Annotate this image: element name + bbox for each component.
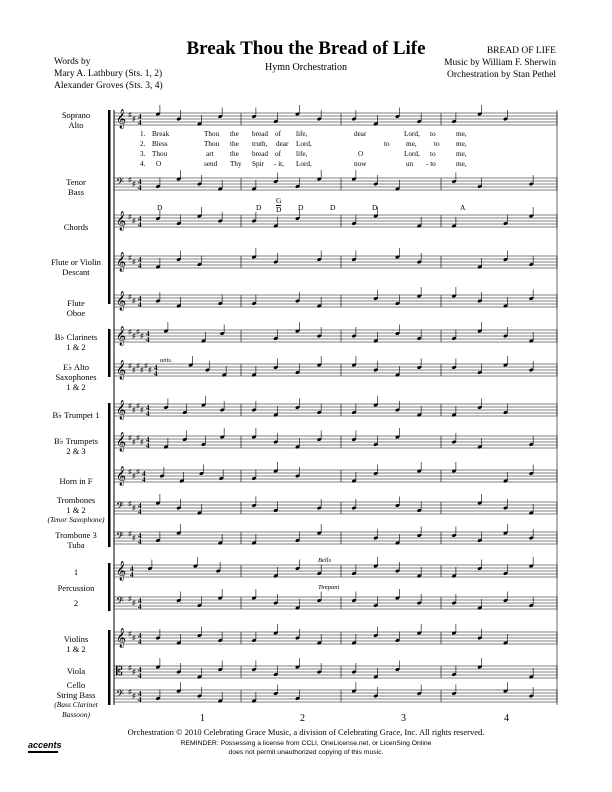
clef-icon: 𝄞 bbox=[116, 400, 127, 419]
clef-icon: 𝄞 bbox=[116, 252, 127, 271]
score-title: Break Thou the Bread of Life bbox=[186, 38, 426, 59]
time-signature: 4 bbox=[146, 330, 150, 338]
label-line: Cello bbox=[66, 680, 86, 690]
clef-icon: 𝄢 bbox=[116, 530, 124, 544]
copyright-notice: Orchestration © 2010 Celebrating Grace Music, a division of Celebrating Grace, Inc. All rights reserved. bbox=[127, 727, 485, 737]
label-line: Trombones bbox=[56, 495, 96, 505]
time-signature: 4 bbox=[138, 597, 142, 605]
clef-icon: 𝄞 bbox=[116, 291, 127, 310]
time-signature: 4 bbox=[142, 476, 146, 484]
sharp-icon: ♯ bbox=[128, 254, 132, 262]
label-line: Saxophones bbox=[55, 372, 97, 382]
bracket bbox=[108, 403, 111, 547]
time-signature: 4 bbox=[138, 502, 142, 510]
lyric-syllable: to bbox=[430, 130, 436, 138]
sharp-icon: ♯ bbox=[136, 434, 140, 442]
label-line: E♭ Alto bbox=[63, 362, 89, 372]
sharp-icon: ♯ bbox=[140, 332, 144, 340]
label-line: Bassoon) bbox=[62, 710, 90, 719]
time-signature: 4 bbox=[154, 370, 158, 378]
lyric-syllable: of bbox=[275, 150, 281, 158]
orchestrator: Orchestration by Stan Pethel bbox=[447, 70, 556, 80]
label-line: Viola bbox=[66, 666, 86, 676]
bracket bbox=[108, 110, 111, 304]
time-signature: 4 bbox=[138, 119, 142, 127]
label-line: Violins bbox=[63, 634, 89, 644]
verse-number: 2. bbox=[140, 140, 146, 148]
sharp-icon: ♯ bbox=[128, 468, 132, 476]
sharp-icon: ♯ bbox=[136, 328, 140, 336]
chord-symbol: D bbox=[330, 203, 336, 212]
sharp-icon: ♯ bbox=[128, 293, 132, 301]
sharp-icon: ♯ bbox=[132, 180, 136, 188]
verse-number: 3. bbox=[140, 150, 146, 158]
lyric-syllable: me, bbox=[456, 130, 467, 138]
clef-icon: 𝄞 bbox=[116, 109, 127, 128]
time-signature: 4 bbox=[146, 436, 150, 444]
lyric-syllable: Lord, bbox=[296, 160, 312, 168]
measure-number: 1 bbox=[200, 713, 205, 724]
time-signature: 4 bbox=[138, 666, 142, 674]
lyric-syllable: un bbox=[406, 160, 414, 168]
label-line: B♭ Trumpet 1 bbox=[52, 410, 100, 420]
time-signature: 4 bbox=[138, 256, 142, 264]
label-line: Alto bbox=[68, 120, 84, 130]
sharp-icon: ♯ bbox=[132, 258, 136, 266]
clef-icon: 𝄞 bbox=[116, 628, 127, 647]
lyric-syllable: Thy bbox=[230, 160, 242, 168]
sharp-icon: ♯ bbox=[128, 328, 132, 336]
sharp-icon: ♯ bbox=[128, 402, 132, 410]
clef-icon: 𝄢 bbox=[116, 176, 124, 190]
sharp-icon: ♯ bbox=[128, 213, 132, 221]
timpani-marking: Timpani bbox=[318, 584, 340, 591]
reminder-line: REMINDER: Possessing a license from CCLI, OneLicense.net, or LicenSing Online bbox=[180, 740, 432, 747]
score-subtitle: Hymn Orchestration bbox=[265, 62, 347, 73]
lyric-syllable: now bbox=[354, 160, 367, 168]
clef-icon: 𝄡 bbox=[116, 664, 123, 678]
reminder-line: does not permit unauthorized copying of this music. bbox=[228, 748, 384, 756]
lyric-syllable: to bbox=[430, 150, 436, 158]
chord-symbol: D bbox=[372, 203, 378, 212]
lyric-syllable: Lord, bbox=[296, 140, 312, 148]
sharp-icon: ♯ bbox=[132, 599, 136, 607]
sharp-icon: ♯ bbox=[132, 504, 136, 512]
time-signature: 4 bbox=[138, 178, 142, 186]
time-signature: 4 bbox=[138, 215, 142, 223]
clef-icon: 𝄞 bbox=[116, 432, 127, 451]
verse-number: 4. bbox=[140, 160, 146, 168]
time-signature: 4 bbox=[138, 262, 142, 270]
lyric-syllable: the bbox=[230, 140, 239, 148]
publisher-logo bbox=[28, 740, 62, 753]
time-signature: 4 bbox=[138, 221, 142, 229]
label-line: Tenor bbox=[66, 177, 86, 187]
label-line: 1 & 2 bbox=[66, 505, 86, 515]
measure-number: 3 bbox=[401, 713, 406, 724]
words-heading: Words by bbox=[54, 57, 91, 67]
clef-icon: 𝄢 bbox=[116, 595, 124, 609]
sharp-icon: ♯ bbox=[148, 366, 152, 374]
lyric-syllable: Bless bbox=[152, 140, 168, 148]
chord-symbol: D bbox=[157, 203, 163, 212]
sharp-icon: ♯ bbox=[132, 217, 136, 225]
lyric-syllable: the bbox=[230, 150, 239, 158]
label-line: B♭ Clarinets bbox=[54, 332, 98, 342]
time-signature: 4 bbox=[138, 638, 142, 646]
time-signature: 4 bbox=[146, 410, 150, 418]
composer: Music by William F. Sherwin bbox=[444, 58, 556, 68]
lyric-syllable: truth, bbox=[252, 140, 268, 148]
bells-marking: Bells bbox=[318, 557, 331, 564]
time-signature: 4 bbox=[138, 538, 142, 546]
label-line: Soprano bbox=[61, 110, 91, 120]
author-1: Mary A. Lathbury (Sts. 1, 2) bbox=[54, 69, 163, 79]
time-signature: 4 bbox=[138, 672, 142, 680]
sharp-icon: ♯ bbox=[128, 530, 132, 538]
label-line: Horn in F bbox=[59, 476, 93, 486]
sharp-icon: ♯ bbox=[128, 500, 132, 508]
label-line: (Bass Clarinet bbox=[54, 700, 98, 709]
clef-icon: 𝄞 bbox=[116, 561, 127, 580]
bracket bbox=[108, 630, 111, 705]
label-line: String Bass bbox=[56, 690, 96, 700]
sharp-icon: ♯ bbox=[140, 438, 144, 446]
lyric-syllable: to bbox=[384, 140, 390, 148]
lyric-syllable: art bbox=[206, 150, 214, 158]
lyric-syllable: to bbox=[434, 140, 440, 148]
time-signature: 4 bbox=[138, 632, 142, 640]
author-2: Alexander Groves (Sts. 3, 4) bbox=[54, 81, 163, 91]
sharp-icon: ♯ bbox=[144, 362, 148, 370]
logo-text: accents bbox=[28, 740, 62, 750]
measure-number: 2 bbox=[300, 713, 305, 724]
label-line: 1 bbox=[73, 567, 79, 577]
verse-number: 1. bbox=[140, 130, 146, 138]
sharp-icon: ♯ bbox=[132, 366, 136, 374]
time-signature: 4 bbox=[146, 442, 150, 450]
chord-symbol: D bbox=[256, 203, 262, 212]
sharp-icon: ♯ bbox=[128, 688, 132, 696]
lyric-syllable: me, bbox=[456, 150, 467, 158]
label-line: Trombone 3 bbox=[55, 530, 97, 540]
lyric-syllable: - to bbox=[426, 160, 436, 168]
time-signature: 4 bbox=[138, 508, 142, 516]
lyric-syllable: bread bbox=[252, 150, 268, 158]
lyric-syllable: - it, bbox=[274, 160, 284, 168]
measure-number: 4 bbox=[504, 713, 509, 724]
label-line: 2 bbox=[73, 598, 79, 608]
sharp-icon: ♯ bbox=[132, 534, 136, 542]
lyric-syllable: send bbox=[204, 160, 218, 168]
sharp-icon: ♯ bbox=[132, 438, 136, 446]
lyric-syllable: life, bbox=[296, 150, 308, 158]
sharp-icon: ♯ bbox=[132, 297, 136, 305]
label-line: Percussion bbox=[57, 583, 95, 593]
sharp-icon: ♯ bbox=[136, 402, 140, 410]
label-line: Tuba bbox=[67, 540, 85, 550]
sharp-icon: ♯ bbox=[132, 332, 136, 340]
license-reminder bbox=[0, 740, 612, 757]
time-signature: 4 bbox=[138, 696, 142, 704]
lyric-syllable: life, bbox=[296, 130, 308, 138]
lyric-syllable: the bbox=[230, 130, 239, 138]
lyric-syllable: me, bbox=[406, 140, 417, 148]
time-signature: 4 bbox=[138, 690, 142, 698]
sharp-icon: ♯ bbox=[128, 664, 132, 672]
time-signature: 4 bbox=[130, 571, 134, 579]
chord-symbol: D bbox=[298, 203, 304, 212]
label-line: Flute bbox=[67, 298, 85, 308]
lyric-syllable: Thou bbox=[152, 150, 168, 158]
clef-icon: 𝄞 bbox=[116, 466, 127, 485]
unis-marking: unis. bbox=[160, 357, 173, 364]
time-signature: 4 bbox=[130, 565, 134, 573]
lyric-syllable: Spir bbox=[252, 160, 264, 168]
time-signature: 4 bbox=[138, 532, 142, 540]
time-signature: 4 bbox=[138, 295, 142, 303]
sharp-icon: ♯ bbox=[128, 630, 132, 638]
label-line: 1 & 2 bbox=[66, 342, 86, 352]
chord-symbol: A bbox=[460, 203, 466, 212]
chord-symbol: G bbox=[276, 196, 282, 205]
sharp-icon: ♯ bbox=[128, 434, 132, 442]
lyric-syllable: me, bbox=[456, 140, 467, 148]
sharp-icon: ♯ bbox=[132, 406, 136, 414]
label-line: 1 & 2 bbox=[66, 644, 86, 654]
lyric-syllable: Lord, bbox=[404, 150, 420, 158]
label-line: 2 & 3 bbox=[66, 446, 86, 456]
lyric-syllable: Lord, bbox=[404, 130, 420, 138]
sharp-icon: ♯ bbox=[128, 595, 132, 603]
clef-icon: 𝄢 bbox=[116, 688, 124, 702]
label-line: (Tenor Saxophone) bbox=[47, 515, 105, 524]
lyric-syllable: Thou bbox=[204, 130, 220, 138]
time-signature: 4 bbox=[138, 301, 142, 309]
time-signature: 4 bbox=[142, 470, 146, 478]
lyric-syllable: Break bbox=[152, 130, 170, 138]
lyric-syllable: dear bbox=[354, 130, 367, 138]
sharp-icon: ♯ bbox=[128, 111, 132, 119]
lyric-syllable: of bbox=[275, 130, 281, 138]
clef-icon: 𝄢 bbox=[116, 500, 124, 514]
label-line: 1 & 2 bbox=[66, 382, 86, 392]
time-signature: 4 bbox=[146, 404, 150, 412]
clef-icon: 𝄞 bbox=[116, 326, 127, 345]
label-line: Oboe bbox=[66, 308, 86, 318]
lyric-syllable: bread bbox=[252, 130, 268, 138]
sharp-icon: ♯ bbox=[136, 362, 140, 370]
label-line: Descant bbox=[62, 267, 90, 277]
logo-underline bbox=[28, 751, 58, 753]
sharp-icon: ♯ bbox=[140, 366, 144, 374]
label-line: Flute or Violin bbox=[51, 257, 101, 267]
label-line: Bass bbox=[67, 187, 85, 197]
clef-icon: 𝄞 bbox=[116, 360, 127, 379]
sharp-icon: ♯ bbox=[132, 472, 136, 480]
sharp-icon: ♯ bbox=[132, 634, 136, 642]
time-signature: 4 bbox=[138, 603, 142, 611]
label-line: Chords bbox=[63, 222, 89, 232]
lyric-syllable: O bbox=[358, 150, 364, 158]
lyric-syllable: dear bbox=[276, 140, 289, 148]
sharp-icon: ♯ bbox=[140, 406, 144, 414]
sharp-icon: ♯ bbox=[128, 176, 132, 184]
sharp-icon: ♯ bbox=[136, 468, 140, 476]
lyric-syllable: Thou bbox=[204, 140, 220, 148]
sharp-icon: ♯ bbox=[132, 115, 136, 123]
sharp-icon: ♯ bbox=[132, 668, 136, 676]
sharp-icon: ♯ bbox=[128, 362, 132, 370]
chord-symbol: D bbox=[276, 205, 282, 214]
bracket bbox=[108, 329, 111, 377]
time-signature: 4 bbox=[138, 184, 142, 192]
label-line: B♭ Trumpets bbox=[54, 436, 98, 446]
bracket bbox=[108, 563, 111, 611]
lyric-syllable: O bbox=[156, 160, 162, 168]
sharp-icon: ♯ bbox=[132, 692, 136, 700]
time-signature: 4 bbox=[154, 364, 158, 372]
time-signature: 4 bbox=[146, 336, 150, 344]
clef-icon: 𝄞 bbox=[116, 211, 127, 230]
time-signature: 4 bbox=[138, 113, 142, 121]
tune-name: BREAD OF LIFE bbox=[486, 46, 556, 56]
lyric-syllable: me, bbox=[456, 160, 467, 168]
